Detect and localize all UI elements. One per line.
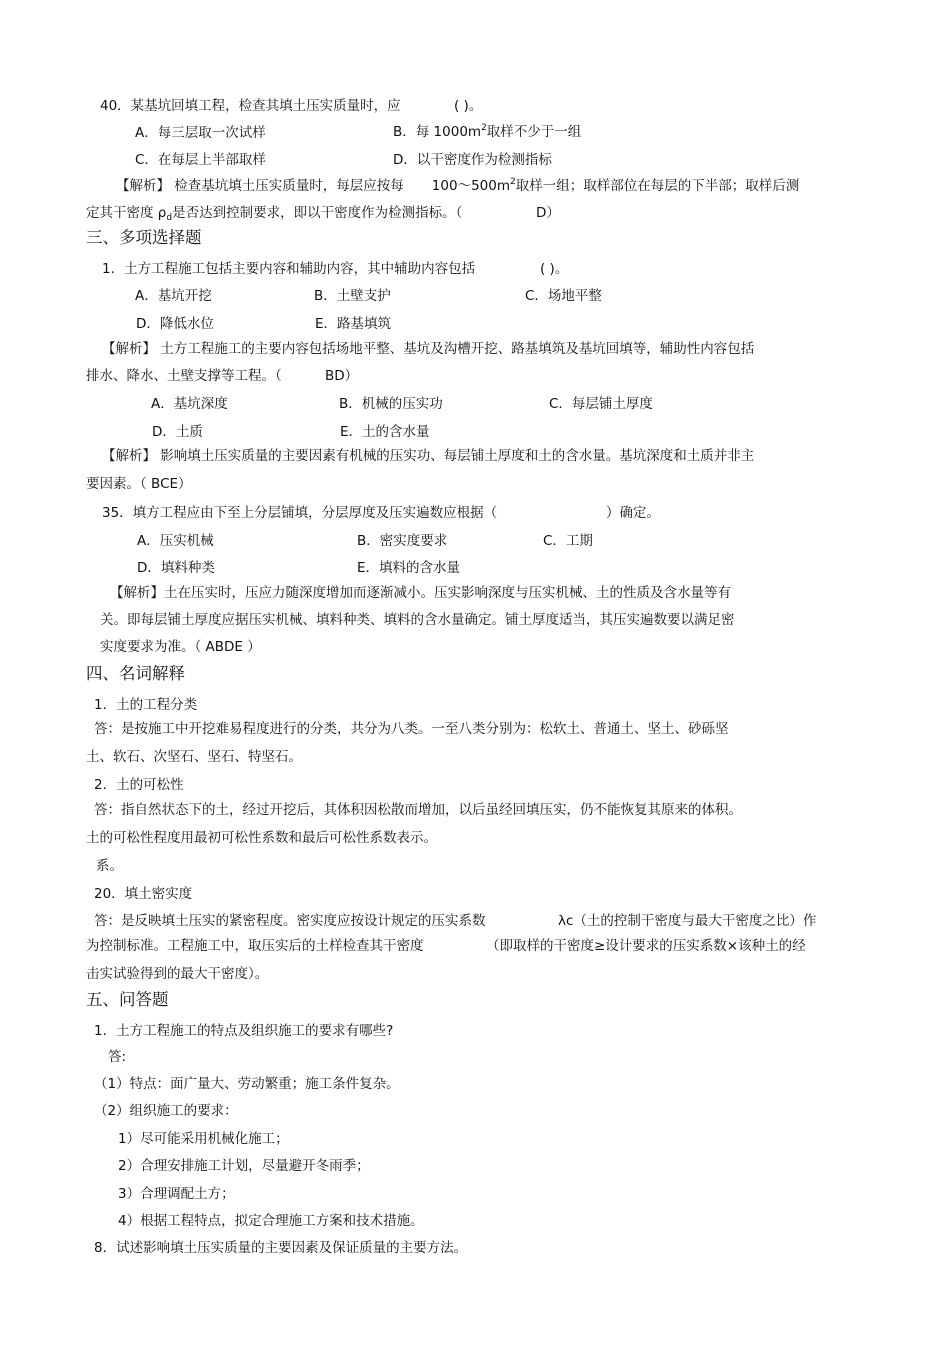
m2-option-e: E．土的含水量 bbox=[340, 424, 430, 440]
section-heading-questions: 五、问答题 bbox=[86, 990, 169, 1009]
m35-option-b: B．密实度要求 bbox=[357, 533, 448, 549]
m1-option-d: D．降低水位 bbox=[136, 316, 214, 332]
qa1-subpoint-3: 3）合理调配土方； bbox=[118, 1186, 235, 1202]
m2-option-c: C．每层铺土厚度 bbox=[549, 396, 653, 412]
m1-answer: BD） bbox=[325, 368, 359, 384]
t20-answer-line2: 为控制标准。工程施工中，取压实后的土样检查其干密度 bbox=[86, 938, 424, 954]
t1-title: 1．土的工程分类 bbox=[94, 697, 198, 713]
t2-title: 2．土的可松性 bbox=[94, 777, 184, 793]
m35-stem: 35．填方工程应由下至上分层铺填，分层厚度及压实遍数应根据（ bbox=[102, 505, 498, 521]
m1-analysis-line1: 【解析】 土方工程施工的主要内容包括场地平整、基坑及沟槽开挖、路基填筑及基坑回填等，辅助性内容包括 bbox=[102, 341, 755, 357]
m1-analysis-line2: 排水、降水、土壁支撑等工程。（ bbox=[86, 368, 282, 384]
m35-analysis-line3: 实度要求为准。（ ABDE ） bbox=[100, 639, 261, 655]
m35-analysis-line2: 关。即每层铺土厚度应据压实机械、填料种类、填料的含水量确定。铺土厚度适当，其压实遍数要以满足密 bbox=[100, 612, 735, 628]
q40-analysis-line1: 【解析】 检查基坑填土压实质量时，每层应按每 $100\sim 500m^2$取样一组；取样部位在每层的下半部；取样后测 bbox=[116, 177, 800, 194]
qa1-answer-label: 答: bbox=[108, 1049, 127, 1065]
qa1-title: 1．土方工程施工的特点及组织施工的要求有哪些? bbox=[94, 1023, 394, 1039]
q40-option-a: A．每三层取一次试样 bbox=[135, 125, 266, 141]
t1-answer-line1: 答：是按施工中开挖难易程度进行的分类，共分为八类。一至八类分别为：松软土、普通土、坚土、砂砾坚 bbox=[94, 721, 729, 737]
m35-option-c: C．工期 bbox=[543, 533, 593, 549]
q40-option-d: D．以干密度作为检测指标 bbox=[393, 152, 552, 168]
q40-answer: D） bbox=[536, 205, 560, 221]
t20-title: 20．填土密实度 bbox=[94, 886, 193, 902]
m2-analysis-line1: 【解析】 影响填土压实质量的主要因素有机械的压实功、每层铺土厚度和土的含水量。基坑深度和土质并非主 bbox=[102, 448, 755, 464]
m1-option-a: A．基坑开挖 bbox=[135, 288, 212, 304]
qa1-subpoint-2: 2）合理安排施工计划，尽量避开冬雨季； bbox=[118, 1158, 370, 1174]
q40-stem: 40．某基坑回填工程，检查其填土压实质量时，应 bbox=[100, 98, 401, 114]
section-heading-terms: 四、名词解释 bbox=[86, 664, 185, 683]
m35-option-e: E．填料的含水量 bbox=[357, 560, 461, 576]
section-heading-multiple-choice: 三、多项选择题 bbox=[86, 228, 202, 247]
m1-stem: 1．土方工程施工包括主要内容和辅助内容，其中辅助内容包括 bbox=[102, 261, 476, 277]
m1-paren: ( )。 bbox=[540, 261, 569, 277]
m35-option-a: A．压实机械 bbox=[137, 533, 214, 549]
q40-paren: ( )。 bbox=[454, 98, 483, 114]
qa1-point-1: （1）特点：面广量大、劳动繁重；施工条件复杂。 bbox=[94, 1076, 400, 1092]
t2-answer-line3: 系。 bbox=[96, 858, 123, 874]
m35-option-d: D．填料种类 bbox=[137, 560, 215, 576]
m1-option-e: E．路基填筑 bbox=[315, 316, 392, 332]
qa1-point-2: （2）组织施工的要求： bbox=[94, 1103, 238, 1119]
t2-answer-line1: 答：指自然状态下的土，经过开挖后，其体积因松散而增加，以后虽经回填压实，仍不能恢复其原来的体积。 bbox=[94, 802, 742, 818]
m2-option-a: A．基坑深度 bbox=[151, 396, 228, 412]
m2-analysis-line2: 要因素。（ BCE） bbox=[86, 476, 192, 492]
m35-paren: ）确定。 bbox=[606, 505, 660, 521]
t20-answer-line1-rest: λc（土的控制干密度与最大干密度之比）作 bbox=[558, 913, 817, 929]
t20-answer-line1: 答：是反映填土压实的紧密程度。密实度应按设计规定的压实系数 bbox=[94, 913, 486, 929]
qa8-title: 8．试述影响填土压实质量的主要因素及保证质量的主要方法。 bbox=[94, 1240, 468, 1256]
t2-answer-line2: 土的可松性程度用最初可松性系数和最后可松性系数表示。 bbox=[86, 830, 437, 846]
t20-answer-line3: 击实试验得到的最大干密度）。 bbox=[86, 966, 269, 982]
m1-option-c: C．场地平整 bbox=[525, 288, 602, 304]
qa1-subpoint-1: 1）尽可能采用机械化施工； bbox=[118, 1131, 289, 1147]
qa1-subpoint-4: 4）根据工程特点，拟定合理施工方案和技术措施。 bbox=[118, 1213, 424, 1229]
m35-analysis-line1: 【解析】土在压实时，压应力随深度增加而逐渐减小。压实影响深度与压实机械、土的性质及含水量等有 bbox=[110, 585, 731, 601]
q40-option-c: C．在每层上半部取样 bbox=[135, 152, 266, 168]
q40-analysis-line2: 定其干密度 $\rho_d$是否达到控制要求，即以干密度作为检测指标。（ bbox=[86, 205, 463, 223]
t20-answer-line2-rest: （即取样的干密度≥设计要求的压实系数×该种土的经 bbox=[486, 938, 806, 954]
t1-answer-line2: 土、软石、次坚石、坚石、特坚石。 bbox=[86, 749, 302, 765]
q40-option-b: B．每 $1000m^2$取样不少于一组 bbox=[393, 123, 582, 140]
m2-option-d: D．土质 bbox=[152, 424, 203, 440]
m2-option-b: B．机械的压实功 bbox=[339, 396, 443, 412]
m1-option-b: B．土壁支护 bbox=[314, 288, 391, 304]
